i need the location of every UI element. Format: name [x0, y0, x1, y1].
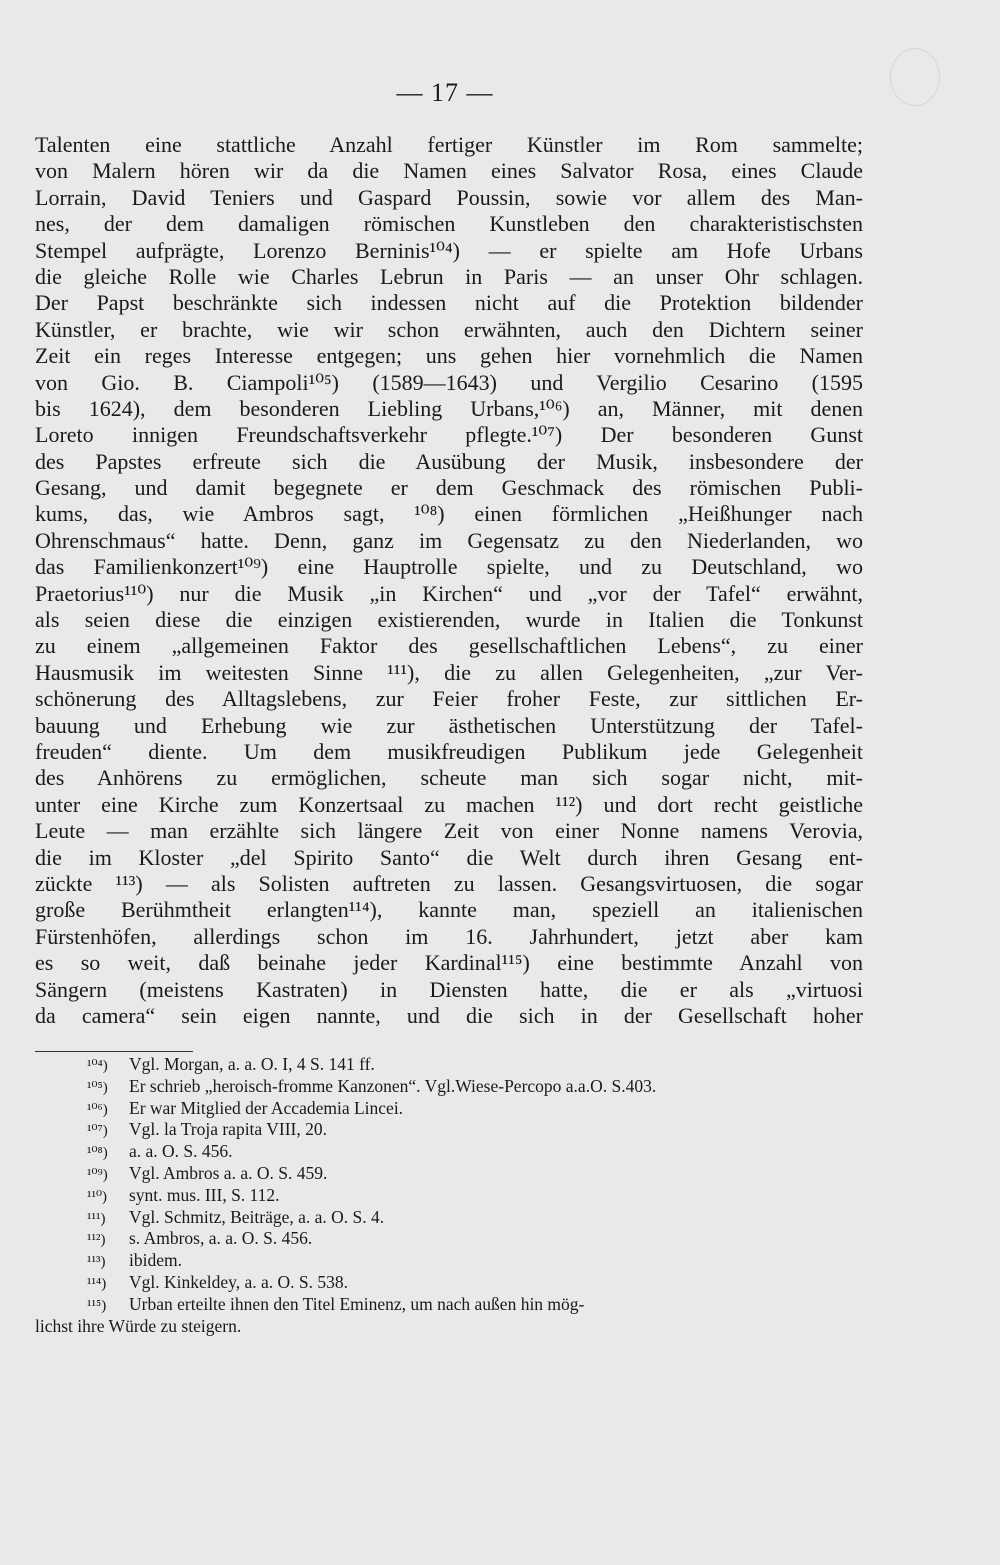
- page-number: — 17 —: [396, 78, 494, 107]
- footnote: [35, 1054, 863, 1076]
- body-line: von Gio. B. Ciampoli¹⁰⁵) (1589—1643) und Vergilio Cesarino (1595: [35, 369, 863, 395]
- footnote-text: Er schrieb „heroisch-fromme Kanzonen“. Vgl.Wiese-Percopo a.a.O. S.403.: [129, 1075, 657, 1096]
- footnote-text: synt. mus. III, S. 112.: [129, 1184, 280, 1205]
- body-line: es so weit, daß beinahe jeder Kardinal¹¹⁵) eine bestimmte Anzahl von: [35, 950, 863, 976]
- body-line: Lorrain, David Teniers und Gaspard Poussin, sowie vor allem des Man-: [35, 184, 863, 210]
- footnote: [35, 1272, 863, 1294]
- body-line: Loreto innigen Freundschaftsverkehr pflegte.¹⁰⁷) Der besonderen Gunst: [35, 422, 863, 448]
- body-line: nes, der dem damaligen römischen Kunstleben den charakteristischsten: [35, 211, 863, 237]
- footnote: [35, 1228, 863, 1250]
- footnote-continuation: lichst ihre Würde zu steigern.: [35, 1315, 242, 1336]
- footnote-mark: ¹¹⁵): [87, 1297, 107, 1314]
- paper-stain: [890, 48, 940, 106]
- footnote: [35, 1207, 863, 1229]
- body-line: Sängern (meistens Kastraten) in Diensten hatte, die er als „virtuosi: [35, 976, 863, 1002]
- footnote: [35, 1141, 863, 1163]
- body-line: Künstler, er brachte, wie wir schon erwähnten, auch den Dichtern seiner: [35, 316, 863, 342]
- body-line: die im Kloster „del Spirito Santo“ die Welt durch ihren Gesang ent-: [35, 844, 863, 870]
- body-line: unter eine Kirche zum Konzertsaal zu machen ¹¹²) und dort recht geistliche: [35, 791, 863, 817]
- body-line: Zeit ein reges Interesse entgegen; uns gehen hier vornehmlich die Namen: [35, 343, 863, 369]
- body-line: das Familienkonzert¹⁰⁹) eine Hauptrolle spielte, und zu Deutschland, wo: [35, 554, 863, 580]
- footnote: [35, 1076, 863, 1098]
- footnote: [35, 1294, 863, 1316]
- body-line: kums, das, wie Ambros sagt, ¹⁰⁸) einen förmlichen „Heißhunger nach: [35, 501, 863, 527]
- footnote-mark: ¹¹⁴): [87, 1275, 107, 1292]
- body-line: Leute — man erzählte sich längere Zeit von einer Nonne namens Verovia,: [35, 818, 863, 844]
- footnote: [35, 1163, 863, 1185]
- footnote-text: s. Ambros, a. a. O. S. 456.: [129, 1228, 313, 1249]
- footnote-mark: ¹⁰⁵): [87, 1079, 108, 1096]
- body-line: Praetorius¹¹⁰) nur die Musik „in Kirchen“ und „vor der Tafel“ erwähnt,: [35, 580, 863, 606]
- footnote: [35, 1250, 863, 1272]
- footnote-mark: ¹¹⁰): [87, 1188, 108, 1205]
- footnote-text: Urban erteilte ihnen den Titel Eminenz, um nach außen hin mög-: [129, 1293, 585, 1314]
- body-line: von Malern hören wir da die Namen eines Salvator Rosa, eines Claude: [35, 158, 863, 184]
- footnote: [35, 1185, 863, 1207]
- footnote: [35, 1098, 863, 1120]
- footnote-text: ibidem.: [129, 1250, 182, 1271]
- body-line: Der Papst beschränkte sich indessen nicht auf die Protektion bildender: [35, 290, 863, 316]
- body-text: [35, 132, 863, 1029]
- footnotes: [35, 1054, 863, 1337]
- body-line: bis 1624), dem besonderen Liebling Urbans,¹⁰⁶) an, Männer, mit denen: [35, 395, 863, 421]
- footnote-text: a. a. O. S. 456.: [129, 1141, 233, 1162]
- body-line: Fürstenhöfen, allerdings schon im 16. Jahrhundert, jetzt aber kam: [35, 923, 863, 949]
- footnote-divider: [35, 1051, 193, 1052]
- body-line: zu einem „allgemeinen Faktor des gesellschaftlichen Lebens“, zu einer: [35, 633, 863, 659]
- body-line: Hausmusik im weitesten Sinne ¹¹¹), die zu allen Gelegenheiten, „zur Ver-: [35, 659, 863, 685]
- body-line: große Berühmtheit erlangten¹¹⁴), kannte man, speziell an italienischen: [35, 897, 863, 923]
- body-line: Gesang, und damit begegnete er dem Geschmack des römischen Publi-: [35, 475, 863, 501]
- body-line: Ohrenschmaus“ hatte. Denn, ganz im Gegensatz zu den Niederlanden, wo: [35, 527, 863, 553]
- footnote-mark: ¹¹²): [87, 1232, 106, 1249]
- footnote-mark: ¹⁰⁷): [87, 1123, 108, 1140]
- body-line: als seien diese die einzigen existierenden, wurde in Italien die Tonkunst: [35, 607, 863, 633]
- footnote-mark: ¹⁰⁴): [87, 1058, 108, 1074]
- footnote-mark: ¹⁰⁹): [87, 1166, 108, 1183]
- footnote-mark: ¹¹¹): [87, 1210, 106, 1227]
- body-line: des Anhörens zu ermöglichen, scheute man sich sogar nicht, mit-: [35, 765, 863, 791]
- footnote-text: Vgl. Schmitz, Beiträge, a. a. O. S. 4.: [129, 1206, 385, 1227]
- footnote-text: Vgl. la Troja rapita VIII, 20.: [129, 1119, 327, 1140]
- footnote-mark: ¹¹³): [87, 1254, 106, 1271]
- body-line: Talenten eine stattliche Anzahl fertiger Künstler im Rom sammelte;: [35, 132, 863, 157]
- footnote-mark: ¹⁰⁶): [87, 1101, 108, 1118]
- footnote-text: Vgl. Kinkeldey, a. a. O. S. 538.: [129, 1271, 349, 1292]
- footnote-text: Vgl. Ambros a. a. O. S. 459.: [129, 1162, 328, 1183]
- body-line: zückte ¹¹³) — als Solisten auftreten zu lassen. Gesangsvirtuosen, die sogar: [35, 870, 863, 896]
- body-line: des Papstes erfreute sich die Ausübung der Musik, insbesondere der: [35, 448, 863, 474]
- body-line: die gleiche Rolle wie Charles Lebrun in Paris — an unser Ohr schlagen.: [35, 263, 863, 289]
- body-line: freuden“ diente. Um dem musikfreudigen Publikum jede Gelegenheit: [35, 738, 863, 764]
- body-line: schönerung des Alltagslebens, zur Feier froher Feste, zur sittlichen Er-: [35, 686, 863, 712]
- footnote: [35, 1119, 863, 1141]
- body-line: Stempel aufprägte, Lorenzo Berninis¹⁰⁴) — er spielte am Hofe Urbans: [35, 237, 863, 263]
- footnote-text: Er war Mitglied der Accademia Lincei.: [129, 1097, 404, 1118]
- body-line: bauung und Erhebung wie zur ästhetischen Unterstützung der Tafel-: [35, 712, 863, 738]
- body-line: da camera“ sein eigen nannte, und die sich in der Gesellschaft hoher: [35, 1002, 863, 1028]
- footnote-mark: ¹⁰⁸): [87, 1145, 108, 1162]
- footnote-text: Vgl. Morgan, a. a. O. I, 4 S. 141 ff.: [129, 1054, 375, 1074]
